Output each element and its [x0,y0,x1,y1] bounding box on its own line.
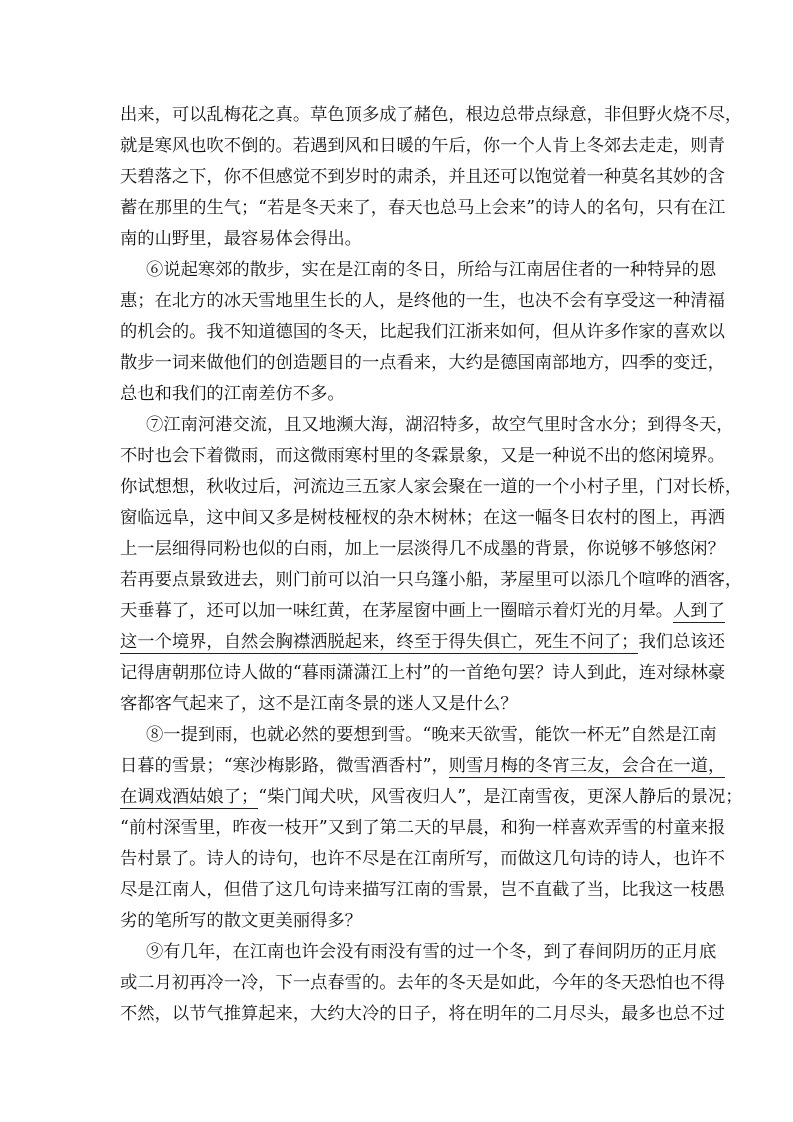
text-line: 蓄在那里的生气；“若是冬天来了，春天也总马上会来”的诗人的名句，只有在江 [120,198,726,218]
text-line: 天垂暮了，还可以加一味红黄，在茅屋窗中画上一圈暗示着灯光的月晕。人到了 [120,601,725,621]
text-line: 不然，以节气推算起来，大约大冷的日子，将在明年的二月尽头，最多也总不过 [120,1004,725,1024]
text-line: 上一层细得同粉也似的白雨，加上一层淡得几不成墨的背景，你说够不够悠闲？ [120,539,725,559]
underlined-sentence: 人到了 [673,601,725,621]
text-line: 就是寒风也吹不倒的。若遇到风和日暖的午后，你一个人肯上冬郊去走走，则青 [120,136,725,156]
text-line: 客都客气起来了，这不是江南冬景的迷人又是什么？ [120,694,518,714]
text-line: 这一个境界，自然会胸襟洒脱起来，终至于得失俱亡，死生不问了；我们总该还 [120,632,725,652]
text-line: 窗临远阜，这中间又多是树枝桠杈的杂木树林；在这一幅冬日农村的图上，再洒 [120,508,725,528]
text-line: 天碧落之下，你不但感觉不到岁时的肃杀，并且还可以饱觉着一种莫名其妙的含 [120,167,725,187]
text-line: 不时也会下着微雨，而这微雨寒村里的冬霖景象，又是一种说不出的悠闲境界。 [120,446,725,466]
text-line: 南的山野里，最容易体会得出。 [120,229,362,249]
text-line: 若再要点景致进去，则门前可以泊一只乌篷小船，茅屋里可以添几个喧哗的酒客， [120,570,743,590]
underlined-sentence: 则雪月梅的冬宵三友，会合在一道， [448,756,726,776]
underlined-sentence: 这一个境界，自然会胸襟洒脱起来，终至于得失俱亡，死生不问了； [120,632,639,652]
text-line: 出来，可以乱梅花之真。草色顶多成了赭色，根边总带点绿意，非但野火烧不尽， [120,105,743,125]
paragraph-first-line: ⑧一提到雨，也就必然的要想到雪。“晚来天欲雪，能饮一杯无”自然是江南 [146,725,717,745]
text-line: 记得唐朝那位诗人做的“暮雨潇潇江上村”的一首绝句罢？诗人到此，连对绿林豪 [120,663,726,683]
text-line: 总也和我们的江南差仿不多。 [120,384,345,404]
paragraph-first-line: ⑨有几年，在江南也许会没有雨没有雪的过一个冬，到了春间阴历的正月底 [146,942,717,962]
text-line: 惠；在北方的冰天雪地里生长的人，是终他的一生，也决不会有享受这一种清福 [120,291,725,311]
text-line: 或二月初再冷一冷，下一点春雪的。去年的冬天是如此，今年的冬天恐怕也不得 [120,973,725,993]
text-line: 在调戏酒姑娘了；“柴门闻犬吠，风雪夜归人”，是江南雪夜，更深人静后的景况； [120,787,743,807]
text-line: 你试想想，秋收过后，河流边三五家人家会聚在一道的一个小村子里，门对长桥， [120,477,743,497]
text-line: 散步一词来做他们的创造题目的一点看来，大约是德国南部地方，四季的变迁， [120,353,725,373]
text-line: 劣的笔所写的散文更美丽得多？ [120,911,362,931]
text-line: 尽是江南人，但借了这几句诗来描写江南的雪景，岂不直截了当，比我这一枝愚 [120,880,725,900]
text-line: 的机会的。我不知道德国的冬天，比起我们江浙来如何，但从许多作家的喜欢以 [120,322,725,342]
text-line: 告村景了。诗人的诗句，也许不尽是在江南所写，而做这几句诗的诗人，也许不 [120,849,725,869]
paragraph-first-line: ⑥说起寒郊的散步，实在是江南的冬日，所给与江南居住者的一种特异的恩 [146,260,717,280]
text-line: “前村深雪里，昨夜一枝开”又到了第二天的早晨，和狗一样喜欢弄雪的村童来报 [120,818,726,838]
text-line: 日暮的雪景；“寒沙梅影路，微雪酒香村”，则雪月梅的冬宵三友，会合在一道， [120,756,726,776]
paragraph-first-line: ⑦江南河港交流，且又地濒大海，湖沼特多，故空气里时含水分；到得冬天， [146,415,734,435]
underlined-sentence: 在调戏酒姑娘了； [120,787,259,807]
